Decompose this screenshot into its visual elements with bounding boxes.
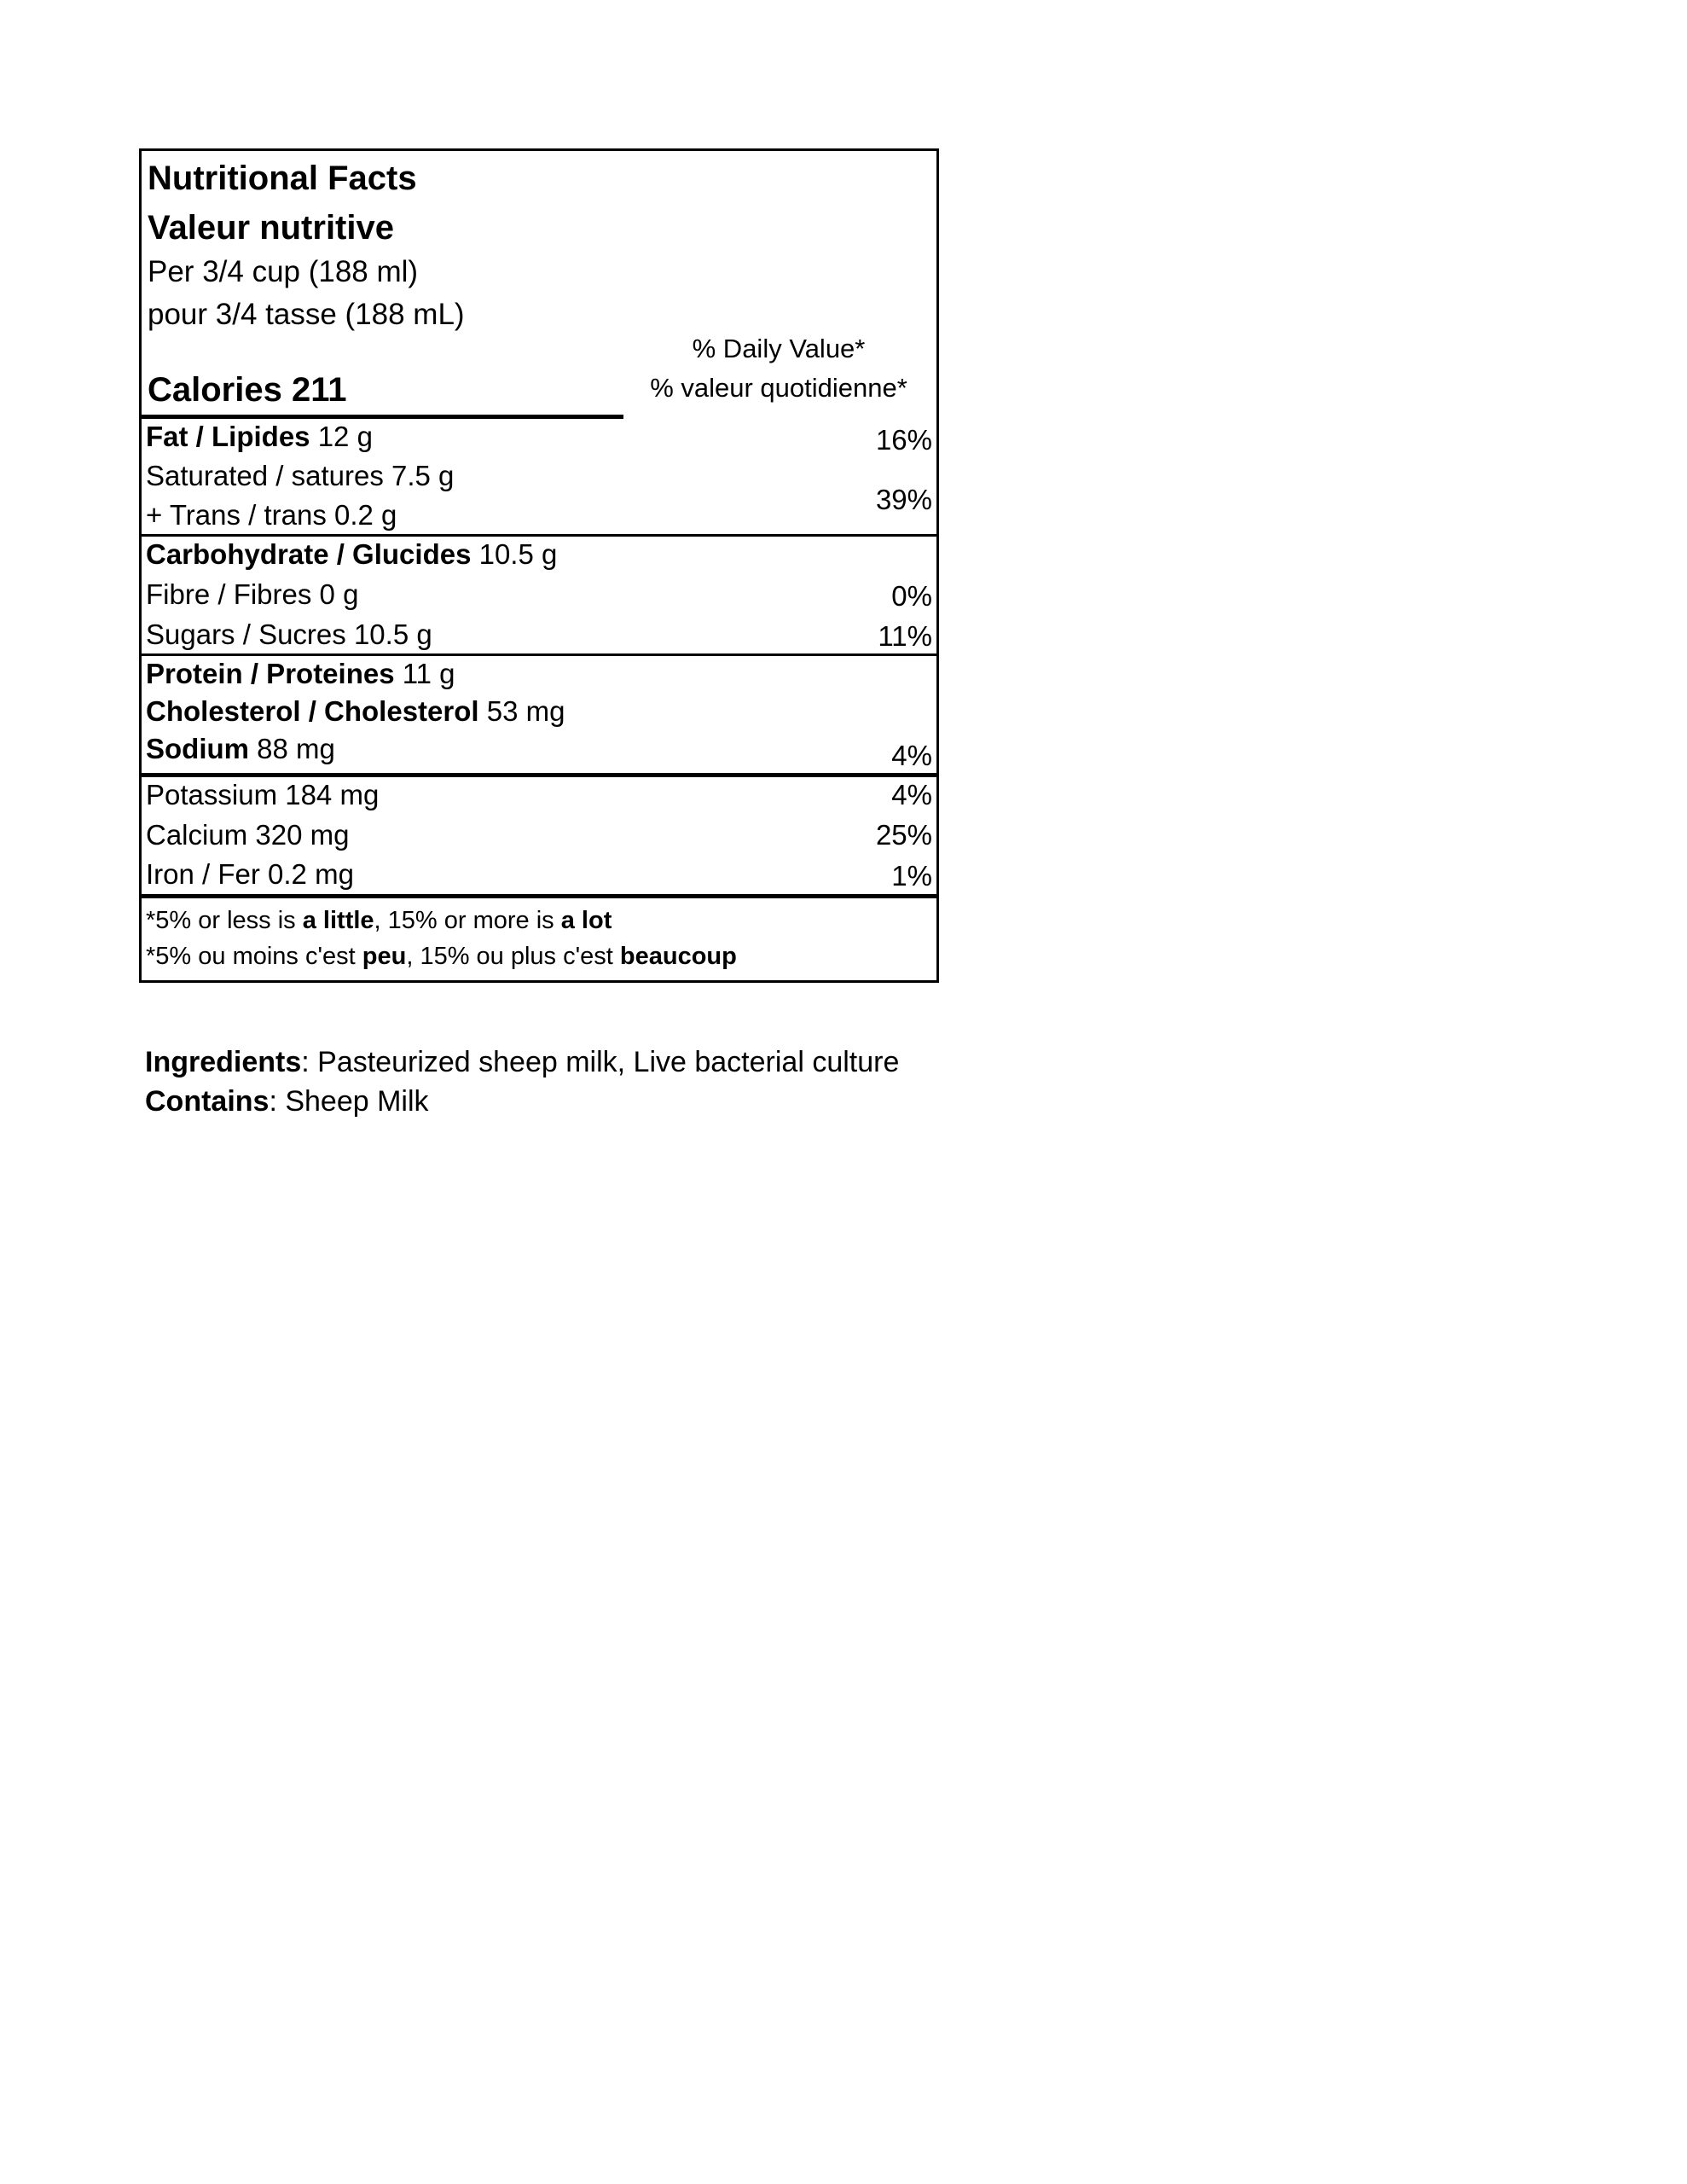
sugars-daily-value: 11% <box>878 620 932 652</box>
daily-value-header-english: % Daily Value* <box>692 334 866 363</box>
contains-line <box>145 1087 429 1116</box>
carbohydrate-label: Carbohydrate / Glucides <box>146 538 472 570</box>
footnote-english <box>146 909 612 933</box>
title-french: Valeur nutritive <box>148 209 394 247</box>
ingredients-line <box>145 1048 899 1077</box>
fat-row <box>146 422 373 450</box>
saturated-row: Saturated / satures 7.5 g <box>146 460 455 491</box>
footnote-french-emphasis: beaucoup <box>619 943 737 970</box>
cholesterol-amount: 53 mg <box>478 695 565 727</box>
footnote-english-emphasis: a little <box>302 907 374 934</box>
thick-divider-line <box>142 894 936 898</box>
serving-size-english: Per 3/4 cup (188 ml) <box>148 255 419 288</box>
fat-label: Fat / Lipides <box>146 421 310 452</box>
thick-divider-line <box>142 773 936 777</box>
footnote-french-part: *5% ou moins c'est <box>146 943 362 970</box>
ingredients-text: : Pasteurized sheep milk, Live bacterial culture <box>301 1046 900 1078</box>
footnote-english-emphasis: a lot <box>560 907 612 934</box>
nutrition-facts-table <box>139 148 939 983</box>
saturated-trans-daily-value: 39% <box>875 484 932 515</box>
protein-amount: 11 g <box>394 658 455 689</box>
protein-label: Protein / Proteines <box>146 658 395 689</box>
fat-daily-value: 16% <box>875 424 932 456</box>
cholesterol-row <box>146 697 565 725</box>
title-english: Nutritional Facts <box>148 160 417 197</box>
sodium-row <box>146 735 335 763</box>
calcium-daily-value: 25% <box>875 819 932 851</box>
footnote-french-part: , 15% ou plus c'est <box>406 943 620 970</box>
daily-value-header-french: % valeur quotidienne* <box>650 373 907 403</box>
calories: Calories 211 <box>148 371 347 409</box>
serving-size-french: pour 3/4 tasse (188 mL) <box>148 298 465 331</box>
footnote-french-emphasis: peu <box>362 943 407 970</box>
sodium-daily-value: 4% <box>891 740 932 771</box>
fat-amount: 12 g <box>310 421 373 452</box>
protein-row <box>146 659 455 688</box>
footnote-english-part: *5% or less is <box>146 907 303 934</box>
contains-label: Contains <box>145 1085 270 1118</box>
calories-rule <box>142 415 623 419</box>
iron-daily-value: 1% <box>891 860 932 892</box>
cholesterol-label: Cholesterol / Cholesterol <box>146 695 479 727</box>
sugars-row: Sugars / Sucres 10.5 g <box>146 619 432 650</box>
calcium-row: Calcium 320 mg <box>146 819 350 851</box>
divider-line <box>142 534 936 537</box>
trans-row: + Trans / trans 0.2 g <box>146 499 397 531</box>
fibre-row: Fibre / Fibres 0 g <box>146 578 359 610</box>
ingredients-label: Ingredients <box>145 1046 302 1078</box>
footnote-french <box>146 944 737 969</box>
potassium-daily-value: 4% <box>891 779 932 810</box>
fibre-daily-value: 0% <box>891 580 932 612</box>
carbohydrate-row <box>146 540 557 568</box>
footnote-english-part: , 15% or more is <box>374 907 561 934</box>
sodium-amount: 88 mg <box>249 733 335 764</box>
potassium-row: Potassium 184 mg <box>146 779 380 810</box>
iron-row: Iron / Fer 0.2 mg <box>146 858 354 890</box>
divider-line <box>142 653 936 656</box>
carbohydrate-amount: 10.5 g <box>471 538 558 570</box>
contains-text: : Sheep Milk <box>269 1085 429 1118</box>
sodium-label: Sodium <box>146 733 249 764</box>
